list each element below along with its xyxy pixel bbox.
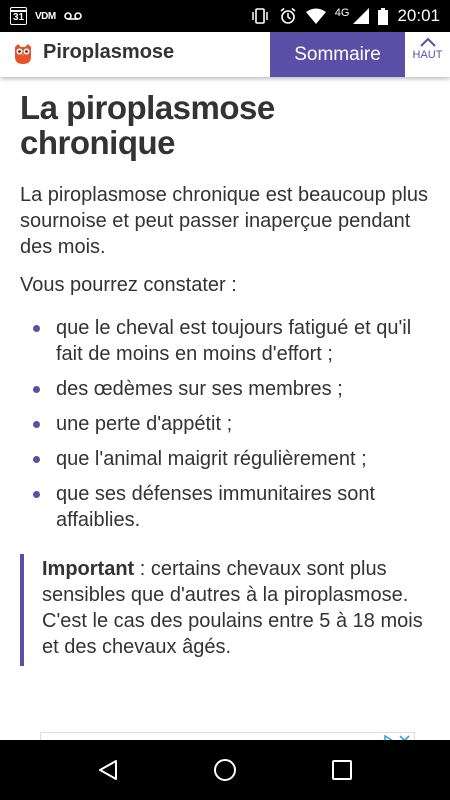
list-item-text: une perte d'appétit ; (56, 413, 233, 435)
important-note (20, 554, 430, 666)
bullet-icon (33, 456, 40, 463)
note-text: : certains chevaux sont plus sensibles que d'autres à la piroplasmose. C'est le cas des poulains entre 5 à 18 mois et des chevaux âgés. (42, 558, 423, 658)
signal-icon (353, 8, 369, 24)
alarm-icon (279, 7, 297, 25)
voicemail-icon (64, 11, 82, 21)
network-type: 4G (334, 7, 350, 19)
haut-label: HAUT (412, 49, 443, 61)
list-item-text: que l'animal maigrit régulièrement ; (56, 448, 367, 470)
list-item (20, 446, 430, 472)
sommaire-button[interactable]: Sommaire (270, 32, 405, 77)
list-item-text: des œdèmes sur ses membres ; (56, 378, 343, 400)
wifi-icon (306, 8, 326, 24)
calendar-day: 31 (12, 12, 25, 23)
site-header (0, 32, 450, 77)
android-nav-bar (0, 740, 450, 800)
article-content (0, 77, 450, 740)
home-circle-icon (213, 758, 237, 782)
calendar-icon (10, 7, 27, 25)
home-button[interactable] (195, 740, 255, 800)
list-item-text: que ses défenses immunitaires sont affaiblies. (56, 483, 376, 531)
symptoms-list (20, 315, 430, 533)
bullet-icon (33, 325, 40, 332)
bullet-icon (33, 386, 40, 393)
status-bar (0, 0, 450, 32)
back-to-top-button[interactable] (405, 32, 450, 77)
back-triangle-icon (97, 759, 119, 781)
list-item (20, 411, 430, 437)
list-item-text: que le cheval est toujours fatigué et qu'il fait de moins en moins d'effort ; (56, 317, 412, 365)
list-item (20, 315, 430, 367)
list-item (20, 376, 430, 402)
owl-logo-icon[interactable] (12, 43, 34, 65)
list-item (20, 481, 430, 533)
clock: 20:01 (397, 6, 440, 25)
battery-icon (378, 8, 388, 25)
bullet-icon (33, 421, 40, 428)
recents-button[interactable] (312, 740, 372, 800)
article-title: La piroplasmose chronique (20, 89, 275, 161)
site-title[interactable]: Piroplasmose (43, 41, 175, 63)
bullet-icon (33, 491, 40, 498)
recents-square-icon (332, 760, 352, 780)
lead-paragraph: Vous pourrez constater : (20, 274, 237, 296)
intro-paragraph: La piroplasmose chronique est beaucoup plus sournoise et peut passer inaperçue pendant des mois. (20, 184, 429, 258)
chevron-up-icon (419, 37, 437, 48)
vibrate-icon (250, 8, 270, 24)
ad-banner[interactable] (40, 732, 415, 740)
carrier-text: VDM (35, 10, 56, 22)
back-button[interactable] (78, 740, 138, 800)
note-label: Important (42, 558, 135, 580)
